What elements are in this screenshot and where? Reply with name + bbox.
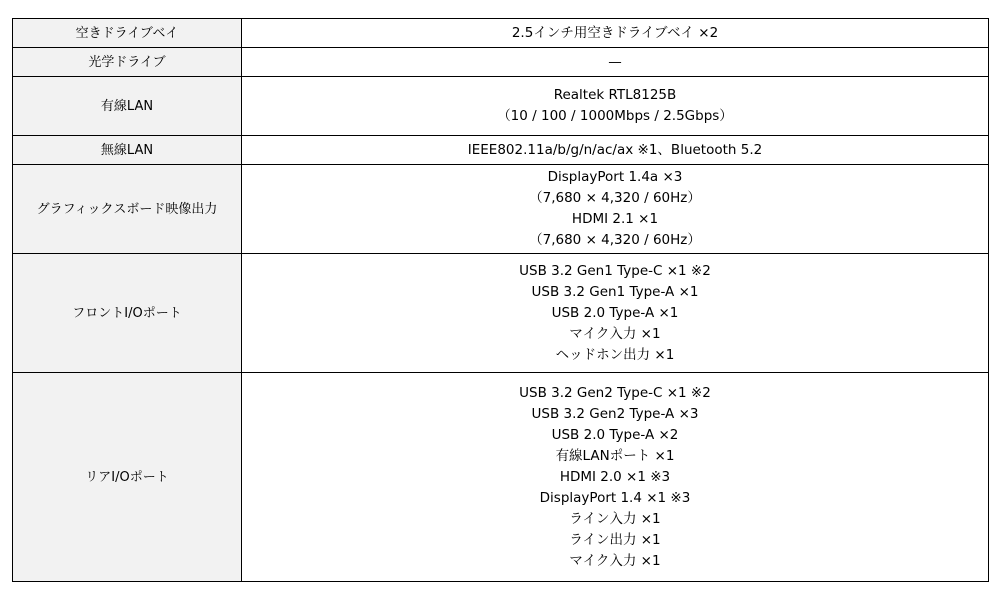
spec-value <box>242 165 989 254</box>
spec-value <box>242 373 989 582</box>
spec-label: 空きドライブベイ <box>13 19 242 48</box>
spec-value-line: （7,680 × 4,320 / 60Hz） <box>529 190 701 206</box>
spec-value <box>242 254 989 373</box>
spec-value-line: USB 3.2 Gen1 Type-A ×1 <box>531 283 699 300</box>
spec-value-line: — <box>608 53 622 70</box>
spec-value-line: DisplayPort 1.4a ×3 <box>547 169 683 185</box>
spec-value-line: USB 2.0 Type-A ×1 <box>551 304 679 321</box>
spec-row-wired-lan <box>13 77 989 136</box>
spec-label: グラフィックスボード映像出力 <box>13 165 242 254</box>
spec-value-line: IEEE802.11a/b/g/n/ac/ax ※1、Bluetooth 5.2 <box>467 141 763 158</box>
spec-value-line: マイク入力 ×1 <box>569 552 661 569</box>
spec-row-drive-bay <box>13 19 989 48</box>
spec-value-line: マイク入力 ×1 <box>569 325 661 342</box>
spec-value <box>242 48 989 77</box>
spec-label: 光学ドライブ <box>13 48 242 77</box>
spec-row-graphics-output <box>13 165 989 254</box>
spec-value-line: USB 3.2 Gen1 Type-C ×1 ※2 <box>519 262 711 279</box>
spec-value-line: DisplayPort 1.4 ×1 ※3 <box>539 489 691 506</box>
spec-value-line: 2.5インチ用空きドライブベイ ×2 <box>511 24 719 41</box>
spec-value-line: ヘッドホン出力 ×1 <box>555 346 675 363</box>
spec-row-optical-drive <box>13 48 989 77</box>
spec-value-line: Realtek RTL8125B <box>553 87 677 103</box>
spec-value <box>242 77 989 136</box>
spec-table <box>12 18 989 582</box>
spec-row-front-io <box>13 254 989 373</box>
spec-label: 有線LAN <box>13 77 242 136</box>
spec-value-line: USB 3.2 Gen2 Type-C ×1 ※2 <box>519 384 711 401</box>
spec-value-line: 有線LANポート ×1 <box>555 447 675 464</box>
spec-value-line: HDMI 2.1 ×1 <box>571 211 659 227</box>
spec-row-rear-io <box>13 373 989 582</box>
spec-row-wireless-lan <box>13 136 989 165</box>
spec-value-line: ライン入力 ×1 <box>569 510 661 527</box>
spec-value <box>242 19 989 48</box>
spec-value-line: USB 3.2 Gen2 Type-A ×3 <box>531 405 699 422</box>
spec-value-line: USB 2.0 Type-A ×2 <box>551 426 679 443</box>
spec-value-line: （10 / 100 / 1000Mbps / 2.5Gbps） <box>497 108 733 124</box>
spec-value-line: ライン出力 ×1 <box>569 531 661 548</box>
spec-label: フロントI/Oポート <box>13 254 242 373</box>
spec-label: リアI/Oポート <box>13 373 242 582</box>
spec-value <box>242 136 989 165</box>
spec-label: 無線LAN <box>13 136 242 165</box>
spec-value-line: HDMI 2.0 ×1 ※3 <box>559 468 671 485</box>
spec-value-line: （7,680 × 4,320 / 60Hz） <box>529 232 701 248</box>
